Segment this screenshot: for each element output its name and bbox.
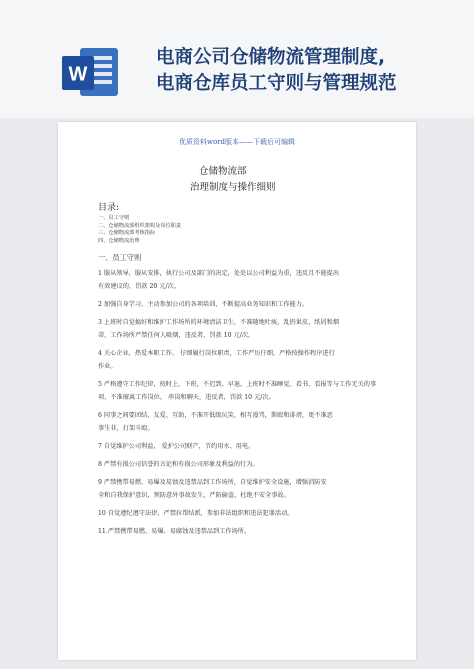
toc-item: 四、仓储物流治理 [98, 237, 140, 244]
paragraph: 7 自觉维护公司利益， 爱护公司财产，节约用水、用电。 [98, 443, 255, 450]
document-page-preview [58, 122, 416, 660]
document-title-line-2: 治理制度与操作细则 [190, 182, 276, 193]
toc-item: 一、员工守则 [98, 215, 130, 221]
paragraph: 5 严格遵守工作纪律，按时上、下班，不迟到、早退，上班时不准睡觉、看书、看报等与工作无关的事 项，不准擅离工作岗位， 串岗和聊天，违反者，罚款 10 元/次。 [98, 381, 377, 401]
toc-item: 二、仓储物流部组织架构及岗位职责 [98, 222, 182, 229]
paragraph: 4 关心企业，热爱本职工作， 仔细履行岗位职责，工作严厉仔细，严格按操作程序进行 作业。 [98, 350, 335, 370]
page-header [0, 0, 474, 118]
section-heading: 一、员工守则 [98, 253, 142, 262]
paragraph: 1 服从领导，服从安排，执行公司及部门的决定，处处以公司利益为重，违反且不能提出 有效建议的，罚款 20 元/次。 [98, 270, 340, 290]
table-of-contents [98, 215, 181, 245]
paragraph: 3 上班时自觉搞好和维护工作场所的环境清洁卫生，不准随地吐痰，乱扔果皮，纸屑和烟 蒂，工作场所严禁任何人吸烟，违反者，罚款 10 元/次。 [98, 319, 340, 339]
svg-text:W: W [68, 63, 88, 86]
paragraph: 6 同事之间要团结、友爱、互助，不准开低级玩笑，相互漫骂，斯殴和诽谤，更不准恶 事生非，打架斗殴。 [98, 412, 333, 432]
paragraph: 10 自觉遵纪遵守法律，严禁拉帮结派，参加非法组织和违法犯罪活动。 [98, 510, 294, 517]
paragraph: 2 加强自身学习，主动参加公司的各项培训，不断提高业务知识和工作能力。 [98, 301, 309, 308]
paragraph: 11.严禁携带易燃、易爆、易腐蚀及违禁品到工作场所。 [98, 528, 251, 535]
paragraph: 8 严禁有损公司信誉的言论和有损公司形象及利益的行为。 [98, 461, 259, 468]
page-title-line-1: 电商公司仓储物流管理制度, [156, 47, 386, 68]
document-title-line-1: 仓储物流部 [199, 166, 247, 177]
paragraph: 9 严禁携带易燃、易爆及易蚀及违禁品到工作场所，自觉维护安全设施，增强消防安 全和自我保护意识，预防意外事故发生，严防偷盗，杜绝不安全事故。 [98, 479, 327, 499]
word-document-icon [60, 42, 120, 102]
document-body [98, 267, 388, 543]
toc-item: 三、仓储物流部考核指标 [98, 230, 156, 237]
toc-heading: 目录: [98, 203, 120, 213]
download-editable-link[interactable]: 优质资料word版本——下载后可编辑 [178, 138, 296, 146]
page-title-line-2: 电商仓库员工守则与管理规范 [156, 73, 397, 94]
